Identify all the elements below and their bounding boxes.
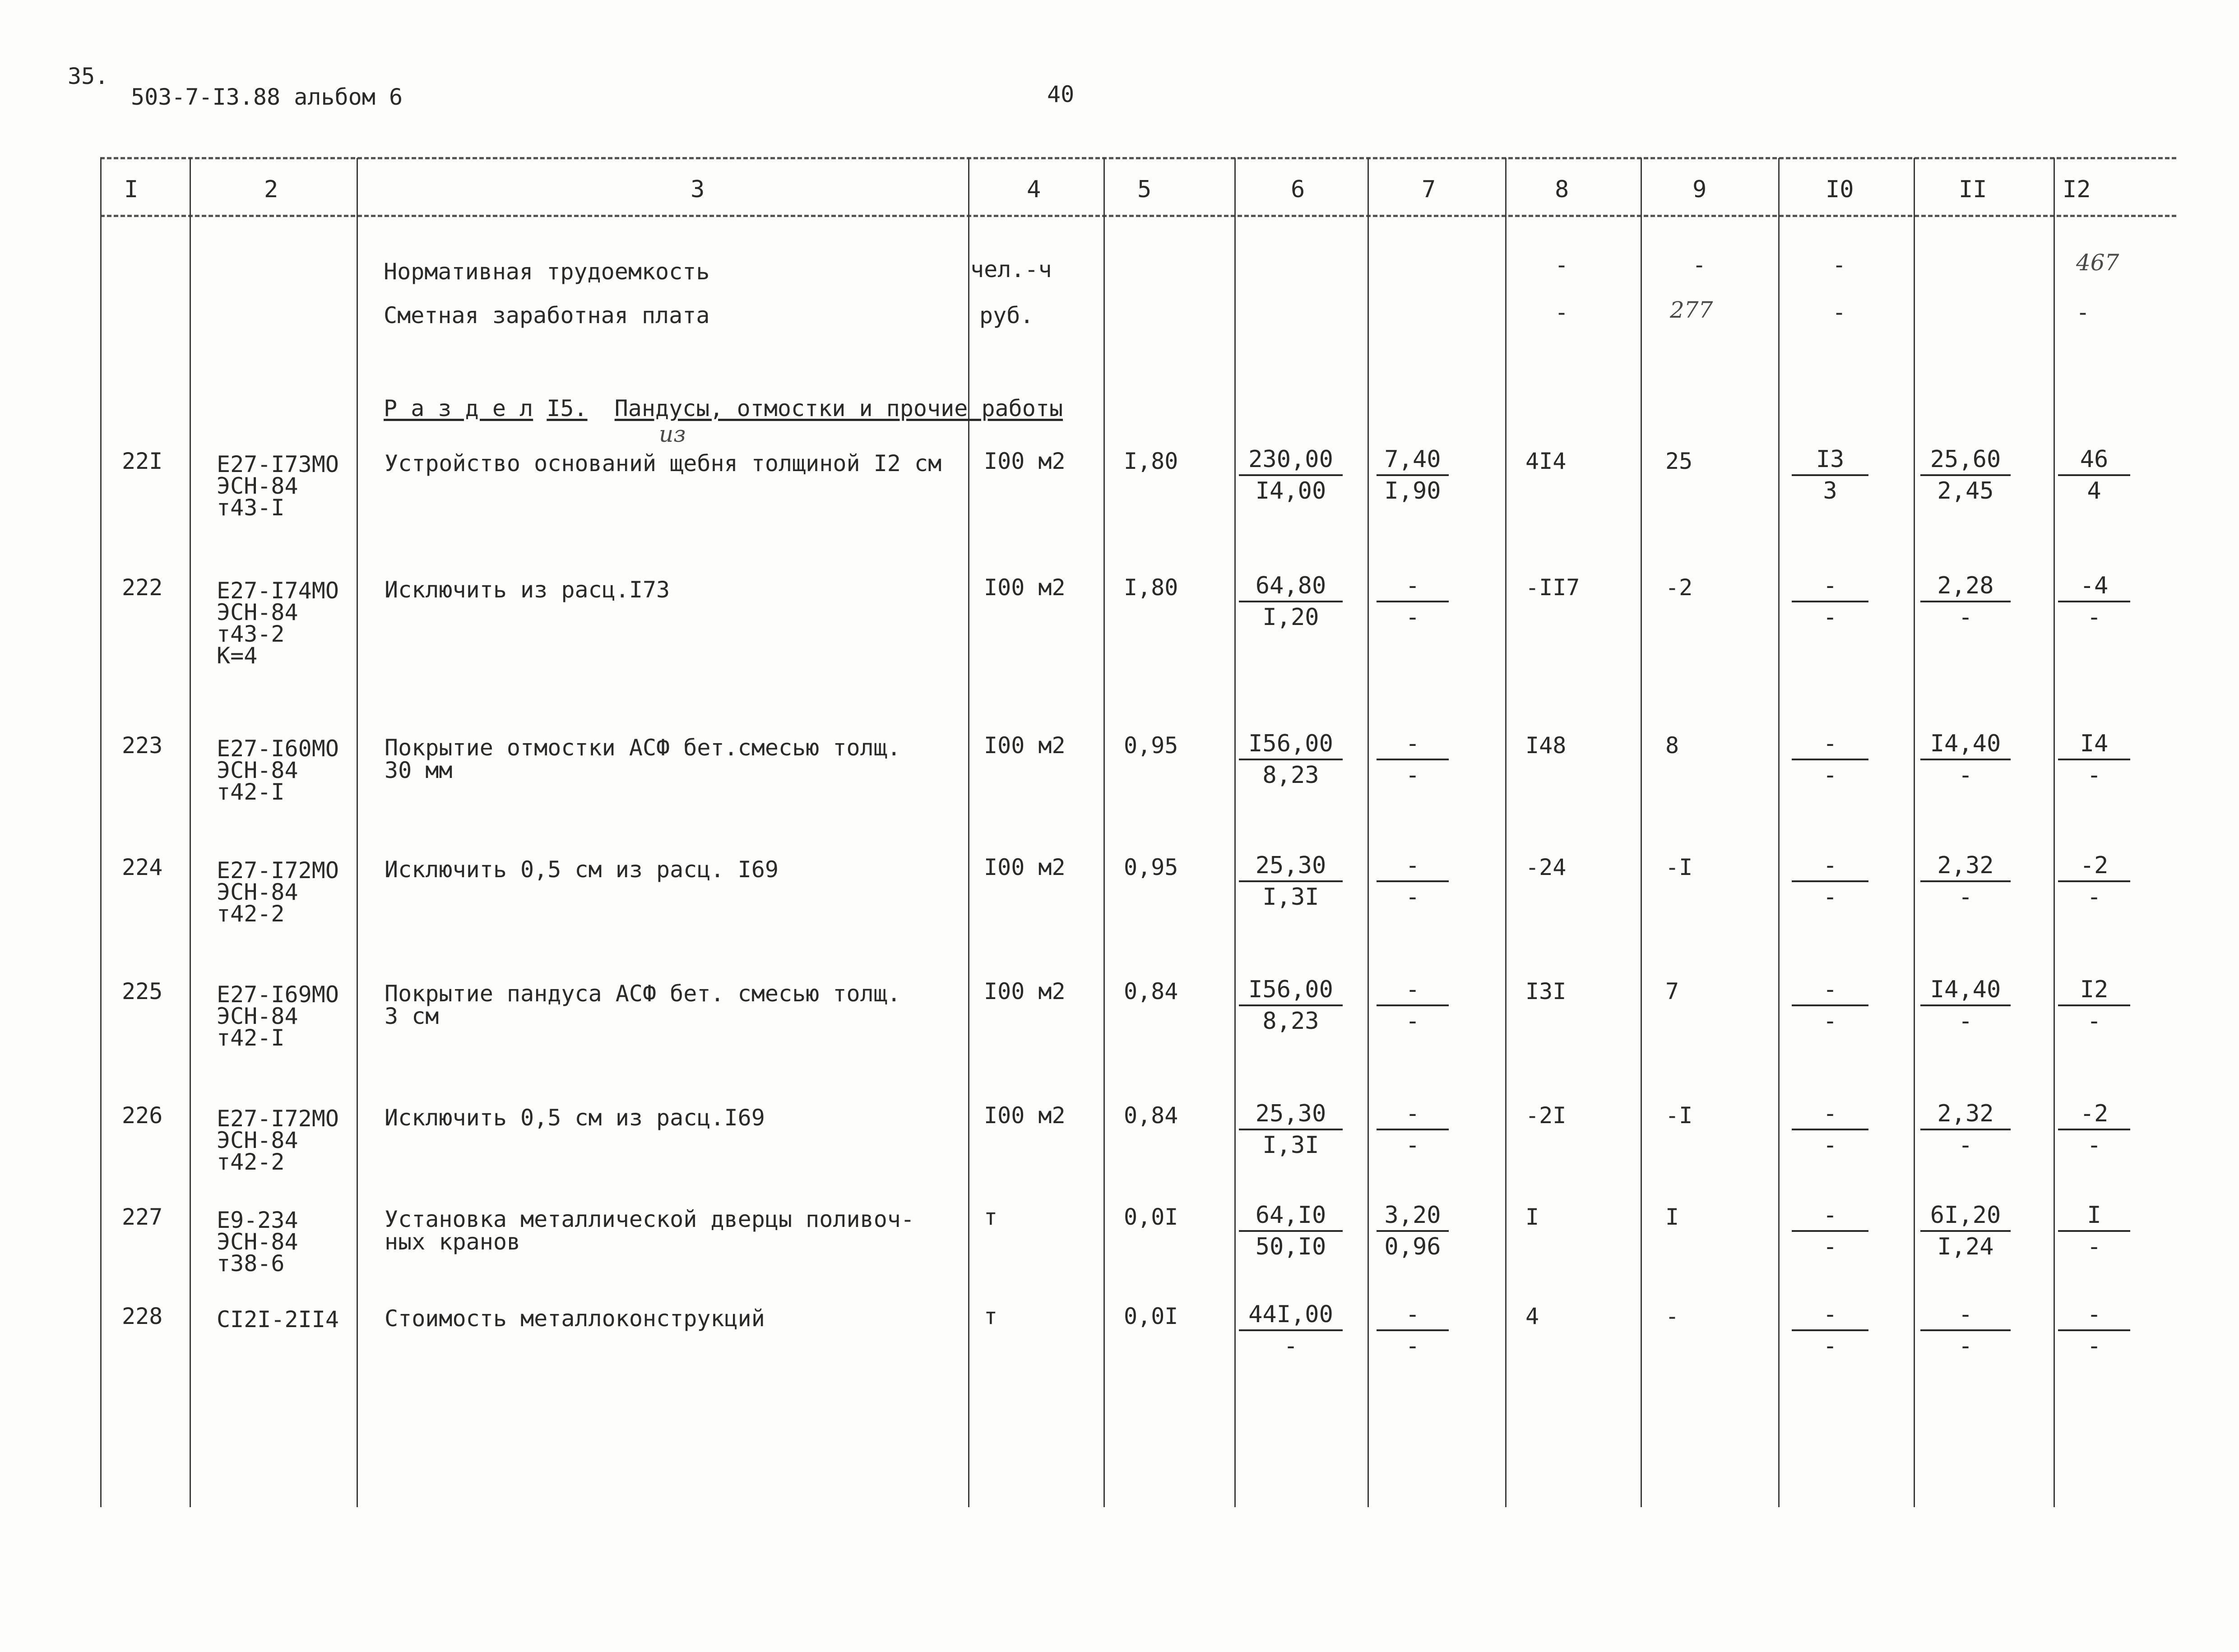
row-col12-fraction-numerator: I2 bbox=[2058, 975, 2130, 1006]
row-description-line: ных кранов bbox=[385, 1229, 521, 1255]
row-code-line: Е27-I72МО bbox=[217, 1106, 339, 1132]
row-col12-fraction-denominator: 4 bbox=[2087, 477, 2101, 504]
row-col6-fraction-numerator: 230,00 bbox=[1239, 444, 1343, 476]
section-heading bbox=[384, 396, 1063, 421]
row-col12-fraction bbox=[2058, 571, 2130, 632]
row-col11-fraction bbox=[1920, 1099, 2011, 1160]
column-number-6: 6 bbox=[1291, 176, 1305, 203]
row-number: 226 bbox=[122, 1102, 163, 1129]
row-description-line: Покрытие пандуса АСФ бет. смесью толщ. bbox=[385, 981, 901, 1007]
corner-number: 35. bbox=[68, 63, 109, 89]
row-col11-fraction bbox=[1920, 975, 2011, 1036]
row-description-line: Устройство оснований щебня толщиной I2 см bbox=[385, 450, 942, 477]
row-code-line: Е27-I73МО bbox=[217, 451, 339, 477]
row-quantity: 0,0I bbox=[1124, 1204, 1178, 1230]
row-col8: I bbox=[1525, 1204, 1539, 1230]
row-code-line: т42-I bbox=[217, 1025, 285, 1051]
row-col9: -I bbox=[1665, 854, 1693, 880]
row-col12-fraction-numerator: -2 bbox=[2058, 1099, 2130, 1130]
column-divider-11 bbox=[1914, 158, 1915, 1507]
row-col11-fraction bbox=[1920, 729, 2011, 790]
row-quantity: 0,0I bbox=[1124, 1303, 1178, 1329]
row-number: 222 bbox=[122, 574, 163, 601]
row-col8: 4 bbox=[1525, 1303, 1539, 1329]
row-col7-fraction-denominator: - bbox=[1405, 884, 1420, 911]
row-col6-fraction-denominator: I,3I bbox=[1262, 1132, 1319, 1159]
row-col6-fraction bbox=[1239, 571, 1343, 632]
row-col8: I48 bbox=[1525, 732, 1567, 759]
column-number-5: 5 bbox=[1137, 176, 1152, 203]
row-col12-fraction-denominator: - bbox=[2087, 762, 2101, 789]
row-col10-fraction-denominator: 3 bbox=[1823, 477, 1837, 504]
row-code-line: т38-6 bbox=[217, 1250, 285, 1277]
row-col10-fraction bbox=[1792, 444, 1868, 506]
row-col8: -24 bbox=[1525, 854, 1567, 880]
column-divider-6 bbox=[1234, 158, 1236, 1507]
section-title: Пандусы, отмостки и прочие работы bbox=[614, 395, 1063, 421]
labor-col12: 467 bbox=[2076, 250, 2119, 276]
column-divider-5 bbox=[1103, 158, 1105, 1507]
row-col7-fraction-numerator: 7,40 bbox=[1377, 444, 1449, 476]
labor-col9: - bbox=[1692, 252, 1706, 278]
row-col11-fraction-numerator: I4,40 bbox=[1920, 975, 2011, 1006]
row-description-line: 30 мм bbox=[385, 757, 453, 783]
row-quantity: 0,95 bbox=[1124, 732, 1178, 759]
row-col10-fraction-numerator: - bbox=[1792, 571, 1868, 602]
row-code-line: т43-I bbox=[217, 495, 285, 521]
handwritten-note: из bbox=[659, 421, 686, 447]
row-col10-fraction bbox=[1792, 571, 1868, 632]
row-col10-fraction-denominator: - bbox=[1823, 1333, 1837, 1360]
row-col7-fraction-numerator: - bbox=[1377, 1300, 1449, 1331]
row-col9: -I bbox=[1665, 1102, 1693, 1129]
row-col6-fraction-numerator: 25,30 bbox=[1239, 1099, 1343, 1130]
row-col11-fraction-denominator: I,24 bbox=[1937, 1233, 1994, 1260]
column-divider-2 bbox=[190, 158, 191, 1507]
row-unit: I00 м2 bbox=[984, 732, 1066, 759]
row-code-line: Е9-234 bbox=[217, 1207, 298, 1233]
row-code-line: ЭСН-84 bbox=[217, 757, 298, 783]
row-col10-fraction-numerator: - bbox=[1792, 1200, 1868, 1232]
row-col12-fraction-denominator: - bbox=[2087, 1132, 2101, 1159]
row-code-line: ЭСН-84 bbox=[217, 599, 298, 625]
row-col11-fraction-denominator: - bbox=[1958, 884, 1973, 911]
row-description-line: Стоимость металлоконструкций bbox=[385, 1305, 765, 1332]
row-col6-fraction-denominator: I4,00 bbox=[1255, 477, 1326, 504]
row-code-line: ЭСН-84 bbox=[217, 473, 298, 499]
row-col11-fraction bbox=[1920, 571, 2011, 632]
column-number-7: 7 bbox=[1422, 176, 1436, 203]
column-divider-3 bbox=[357, 158, 358, 1507]
wage-col12: - bbox=[2076, 299, 2090, 325]
row-description-line: Покрытие отмостки АСФ бет.смесью толщ. bbox=[385, 735, 901, 761]
row-col10-fraction-denominator: - bbox=[1823, 1233, 1837, 1260]
column-number-3: 3 bbox=[691, 176, 705, 203]
row-col11-fraction-numerator: I4,40 bbox=[1920, 729, 2011, 760]
column-divider-8 bbox=[1505, 158, 1507, 1507]
row-col12-fraction bbox=[2058, 1099, 2130, 1160]
row-col7-fraction-numerator: - bbox=[1377, 1099, 1449, 1130]
row-col9: -2 bbox=[1665, 574, 1693, 601]
row-col6-fraction bbox=[1239, 1099, 1343, 1160]
row-col10-fraction-numerator: - bbox=[1792, 1099, 1868, 1130]
row-col10-fraction-denominator: - bbox=[1823, 1132, 1837, 1159]
row-code-line: Е27-I72МО bbox=[217, 857, 339, 884]
row-col12-fraction bbox=[2058, 444, 2130, 506]
row-quantity: I,80 bbox=[1124, 448, 1178, 474]
row-col6-fraction bbox=[1239, 851, 1343, 912]
row-col12-fraction-numerator: - bbox=[2058, 1300, 2130, 1331]
row-quantity: I,80 bbox=[1124, 574, 1178, 601]
column-number-10: I0 bbox=[1826, 176, 1854, 203]
row-code-line: ЭСН-84 bbox=[217, 879, 298, 905]
row-col10-fraction-numerator: - bbox=[1792, 729, 1868, 760]
row-quantity: 0,84 bbox=[1124, 1102, 1178, 1129]
column-divider-10 bbox=[1778, 158, 1780, 1507]
wage-unit: руб. bbox=[979, 302, 1034, 329]
row-col10-fraction bbox=[1792, 975, 1868, 1036]
row-col10-fraction bbox=[1792, 1200, 1868, 1262]
column-number-11: II bbox=[1959, 176, 1987, 203]
row-col6-fraction-denominator: I,3I bbox=[1262, 884, 1319, 911]
row-code-line: Е27-I74МО bbox=[217, 578, 339, 604]
row-col10-fraction bbox=[1792, 1099, 1868, 1160]
column-header-bottom-border bbox=[100, 215, 2176, 217]
row-col12-fraction-denominator: - bbox=[2087, 884, 2101, 911]
row-col7-fraction bbox=[1377, 975, 1449, 1036]
row-col7-fraction-numerator: - bbox=[1377, 729, 1449, 760]
row-col9: - bbox=[1665, 1303, 1679, 1329]
row-col11-fraction-numerator: 25,60 bbox=[1920, 444, 2011, 476]
column-number-4: 4 bbox=[1027, 176, 1041, 203]
row-col7-fraction bbox=[1377, 1200, 1449, 1262]
row-number: 22I bbox=[122, 448, 163, 474]
row-col9: I bbox=[1665, 1204, 1679, 1230]
row-col11-fraction-numerator: 2,32 bbox=[1920, 1099, 2011, 1130]
row-number: 228 bbox=[122, 1303, 163, 1329]
row-col11-fraction-numerator: 2,28 bbox=[1920, 571, 2011, 602]
column-divider-12 bbox=[2054, 158, 2055, 1507]
row-col6-fraction-denominator: I,20 bbox=[1262, 604, 1319, 631]
wage-col10: - bbox=[1832, 299, 1846, 325]
row-col6-fraction bbox=[1239, 729, 1343, 790]
row-description-line: Исключить 0,5 см из расц.I69 bbox=[385, 1105, 765, 1131]
row-unit: I00 м2 bbox=[984, 574, 1066, 601]
row-col7-fraction-denominator: I,90 bbox=[1384, 477, 1441, 504]
column-divider-4 bbox=[968, 158, 969, 1507]
row-col10-fraction-denominator: - bbox=[1823, 1008, 1837, 1035]
row-col6-fraction bbox=[1239, 1200, 1343, 1262]
row-col12-fraction-denominator: - bbox=[2087, 604, 2101, 631]
column-divider-1 bbox=[100, 158, 102, 1507]
row-col9: 25 bbox=[1665, 448, 1693, 474]
row-description-line: 3 см bbox=[385, 1003, 439, 1029]
row-col6-fraction-numerator: 64,I0 bbox=[1239, 1200, 1343, 1232]
row-unit: I00 м2 bbox=[984, 978, 1066, 1004]
row-col11-fraction-denominator: - bbox=[1958, 604, 1973, 631]
labor-col10: - bbox=[1832, 252, 1846, 278]
table-top-border bbox=[100, 157, 2176, 159]
column-divider-7 bbox=[1368, 158, 1369, 1507]
row-col6-fraction-numerator: 25,30 bbox=[1239, 851, 1343, 882]
row-col8: I3I bbox=[1525, 978, 1567, 1004]
row-code-line: К=4 bbox=[217, 643, 258, 669]
row-number: 223 bbox=[122, 732, 163, 759]
row-col12-fraction bbox=[2058, 729, 2130, 790]
row-col6-fraction bbox=[1239, 444, 1343, 506]
row-col12-fraction-denominator: - bbox=[2087, 1008, 2101, 1035]
row-unit: т bbox=[984, 1204, 998, 1230]
row-col12-fraction bbox=[2058, 1300, 2130, 1361]
row-code-line: т43-2 bbox=[217, 621, 285, 647]
row-col11-fraction-numerator: 6I,20 bbox=[1920, 1200, 2011, 1232]
row-col6-fraction-denominator: 8,23 bbox=[1262, 1008, 1319, 1035]
row-col11-fraction-denominator: - bbox=[1958, 1008, 1973, 1035]
row-col6-fraction-numerator: I56,00 bbox=[1239, 729, 1343, 760]
row-col12-fraction-numerator: I bbox=[2058, 1200, 2130, 1232]
row-description-line: Исключить из расц.I73 bbox=[385, 577, 670, 603]
row-col11-fraction-numerator: - bbox=[1920, 1300, 2011, 1331]
labor-col8: - bbox=[1555, 252, 1569, 278]
column-number-1: I bbox=[124, 176, 139, 203]
row-code-line: т42-I bbox=[217, 779, 285, 805]
row-col6-fraction-denominator: 50,I0 bbox=[1255, 1233, 1326, 1260]
row-col12-fraction-numerator: -4 bbox=[2058, 571, 2130, 602]
row-unit: I00 м2 bbox=[984, 1102, 1066, 1129]
row-col7-fraction-numerator: 3,20 bbox=[1377, 1200, 1449, 1232]
column-divider-9 bbox=[1641, 158, 1642, 1507]
row-col6-fraction-denominator: 8,23 bbox=[1262, 762, 1319, 789]
row-col11-fraction-denominator: - bbox=[1958, 1333, 1973, 1360]
row-col10-fraction-denominator: - bbox=[1823, 884, 1837, 911]
column-number-9: 9 bbox=[1692, 176, 1707, 203]
labor-unit: чел.-ч bbox=[970, 256, 1052, 282]
row-col7-fraction-denominator: - bbox=[1405, 1008, 1420, 1035]
row-col7-fraction-denominator: - bbox=[1405, 1333, 1420, 1360]
row-col6-fraction bbox=[1239, 1300, 1343, 1361]
row-col7-fraction bbox=[1377, 729, 1449, 790]
row-quantity: 0,95 bbox=[1124, 854, 1178, 880]
row-number: 224 bbox=[122, 854, 163, 880]
row-col10-fraction-numerator: I3 bbox=[1792, 444, 1868, 476]
row-col8: -II7 bbox=[1525, 574, 1580, 601]
row-col10-fraction-denominator: - bbox=[1823, 762, 1837, 789]
column-number-12: I2 bbox=[2063, 176, 2091, 203]
row-col7-fraction-numerator: - bbox=[1377, 975, 1449, 1006]
row-col11-fraction bbox=[1920, 1300, 2011, 1361]
row-col12-fraction-numerator: I4 bbox=[2058, 729, 2130, 760]
row-col11-fraction bbox=[1920, 851, 2011, 912]
row-col7-fraction-denominator: - bbox=[1405, 604, 1420, 631]
row-code-line: Е27-I60МО bbox=[217, 736, 339, 762]
row-col12-fraction-denominator: - bbox=[2087, 1233, 2101, 1260]
row-col6-fraction bbox=[1239, 975, 1343, 1036]
row-col7-fraction bbox=[1377, 571, 1449, 632]
row-col6-fraction-denominator: - bbox=[1284, 1333, 1298, 1360]
labor-label: Нормативная трудоемкость bbox=[384, 259, 710, 285]
row-unit: I00 м2 bbox=[984, 448, 1066, 474]
row-col7-fraction bbox=[1377, 851, 1449, 912]
row-unit: т bbox=[984, 1303, 998, 1329]
row-code-line: ЭСН-84 bbox=[217, 1229, 298, 1255]
row-col8: -2I bbox=[1525, 1102, 1567, 1129]
row-col7-fraction-numerator: - bbox=[1377, 851, 1449, 882]
row-col6-fraction-numerator: 64,80 bbox=[1239, 571, 1343, 602]
row-code-line: т42-2 bbox=[217, 1149, 285, 1175]
row-col12-fraction bbox=[2058, 975, 2130, 1036]
row-col7-fraction bbox=[1377, 1300, 1449, 1361]
row-col7-fraction-denominator: 0,96 bbox=[1384, 1233, 1441, 1260]
row-col10-fraction-denominator: - bbox=[1823, 604, 1837, 631]
row-col12-fraction-numerator: 46 bbox=[2058, 444, 2130, 476]
row-col9: 8 bbox=[1665, 732, 1679, 759]
row-col7-fraction bbox=[1377, 444, 1449, 506]
row-col8: 4I4 bbox=[1525, 448, 1567, 474]
row-col10-fraction-numerator: - bbox=[1792, 851, 1868, 882]
row-code-line: ЭСН-84 bbox=[217, 1003, 298, 1029]
wage-label: Сметная заработная плата bbox=[384, 302, 710, 329]
row-code-line: СI2I-2II4 bbox=[217, 1306, 339, 1333]
row-col7-fraction bbox=[1377, 1099, 1449, 1160]
row-col12-fraction-denominator: - bbox=[2087, 1333, 2101, 1360]
row-col11-fraction-denominator: - bbox=[1958, 1132, 1973, 1159]
row-unit: I00 м2 bbox=[984, 854, 1066, 880]
row-code-line: Е27-I69МО bbox=[217, 981, 339, 1008]
wage-col9: 277 bbox=[1670, 297, 1713, 323]
row-col11-fraction bbox=[1920, 1200, 2011, 1262]
row-description-line: Установка металлической дверцы поливоч- bbox=[385, 1206, 914, 1232]
page-number: 40 bbox=[1047, 81, 1075, 107]
row-number: 225 bbox=[122, 978, 163, 1004]
row-col6-fraction-numerator: 44I,00 bbox=[1239, 1300, 1343, 1331]
row-col11-fraction-numerator: 2,32 bbox=[1920, 851, 2011, 882]
row-col7-fraction-numerator: - bbox=[1377, 571, 1449, 602]
row-col11-fraction-denominator: - bbox=[1958, 762, 1973, 789]
row-col12-fraction bbox=[2058, 1200, 2130, 1262]
document-code: 503-7-I3.88 альбом 6 bbox=[131, 84, 403, 110]
section-prefix: Р а з д е л bbox=[384, 395, 533, 421]
row-description-line: Исключить 0,5 см из расц. I69 bbox=[385, 856, 779, 883]
row-col10-fraction bbox=[1792, 729, 1868, 790]
row-quantity: 0,84 bbox=[1124, 978, 1178, 1004]
row-col11-fraction bbox=[1920, 444, 2011, 506]
row-col10-fraction bbox=[1792, 1300, 1868, 1361]
row-col12-fraction-numerator: -2 bbox=[2058, 851, 2130, 882]
column-number-2: 2 bbox=[264, 176, 278, 203]
wage-col8: - bbox=[1555, 299, 1569, 325]
row-col10-fraction bbox=[1792, 851, 1868, 912]
section-number: I5. bbox=[547, 395, 588, 421]
row-code-line: ЭСН-84 bbox=[217, 1127, 298, 1153]
row-col7-fraction-denominator: - bbox=[1405, 762, 1420, 789]
row-col12-fraction bbox=[2058, 851, 2130, 912]
column-number-8: 8 bbox=[1555, 176, 1569, 203]
row-col9: 7 bbox=[1665, 978, 1679, 1004]
row-col10-fraction-numerator: - bbox=[1792, 1300, 1868, 1331]
row-col10-fraction-numerator: - bbox=[1792, 975, 1868, 1006]
row-code-line: т42-2 bbox=[217, 901, 285, 927]
row-col11-fraction-denominator: 2,45 bbox=[1937, 477, 1994, 504]
row-col6-fraction-numerator: I56,00 bbox=[1239, 975, 1343, 1006]
row-number: 227 bbox=[122, 1204, 163, 1230]
row-col7-fraction-denominator: - bbox=[1405, 1132, 1420, 1159]
